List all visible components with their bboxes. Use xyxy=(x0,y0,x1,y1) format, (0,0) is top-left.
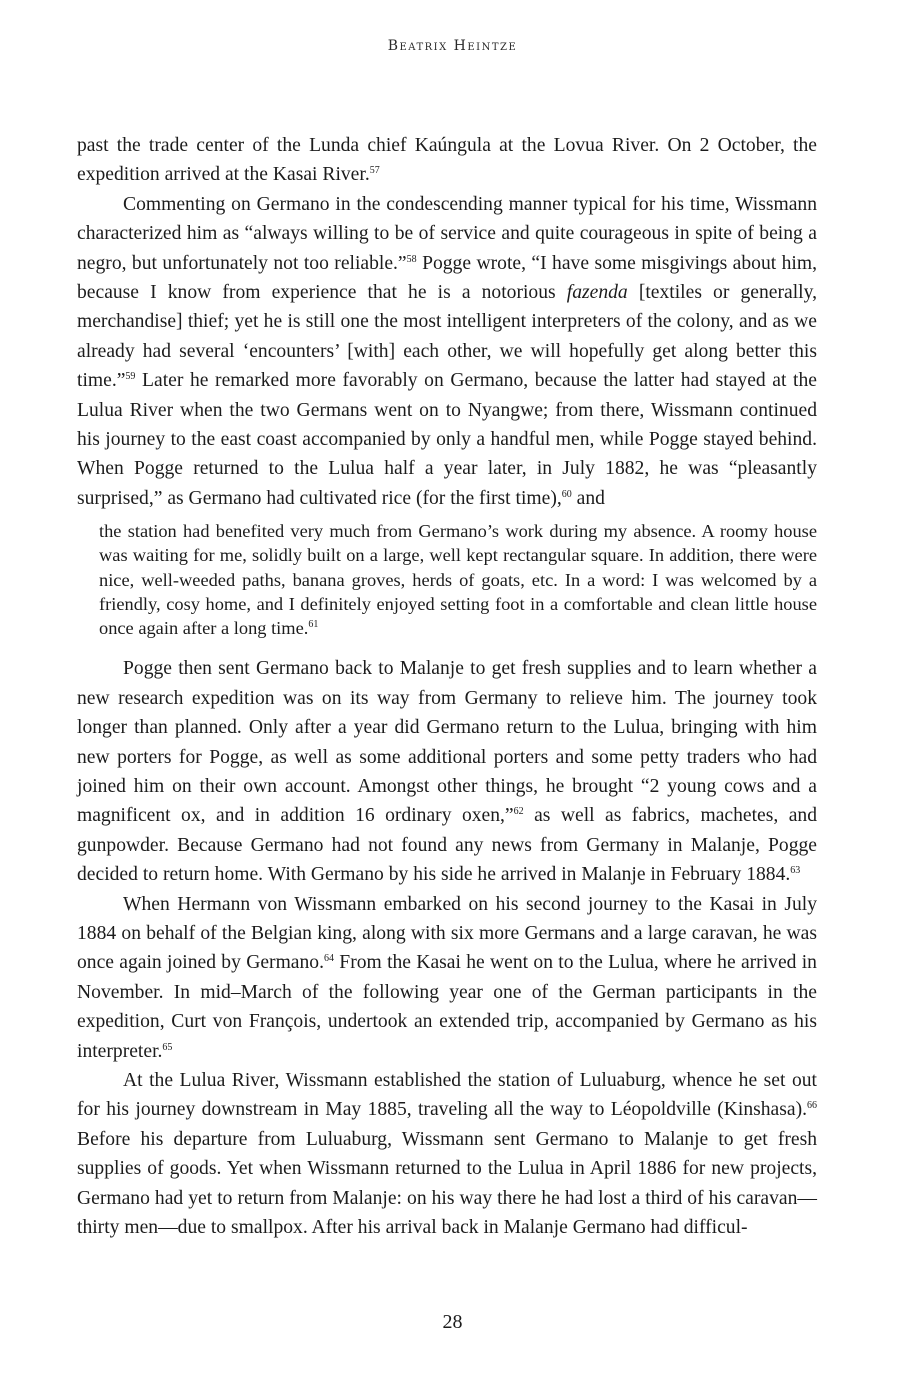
footnote-ref: 60 xyxy=(561,488,572,500)
footnote-ref: 66 xyxy=(807,1100,817,1112)
footnote-ref: 57 xyxy=(369,165,380,177)
footnote-ref: 61 xyxy=(308,619,319,631)
text-run: Pogge wrote, “I have some misgivings about him, because I know from experience that he is a notorious xyxy=(77,252,818,304)
footnote-ref: 64 xyxy=(324,953,334,965)
text-run: as well as fabrics, machetes, and gunpowder. Because Germano had not found any news from Germany in Malanje, Pogge decided to return home. With Germano by his side he arrived in Malanje in February 1884. xyxy=(77,805,817,886)
footnote-ref: 58 xyxy=(406,253,417,265)
text-run: the station had benefited very much from Germano’s work during my absence. A roomy house was waiting for me, solidly built on a large, well kept rectangular square. In addition, there were nice, well-weeded paths, banana groves, herds of goats, etc. In a word: I was welcomed by a friendly, cosy home, and I definitely enjoyed setting foot in a comfortable and clean little house once again after a long time. xyxy=(99,521,817,639)
text-run: When Hermann von Wissmann embarked on his second journey to the Kasai in July 1884 on behalf of the Belgian king, along with six more Germans and a large caravan, he was once again joined by Germano. xyxy=(77,893,817,974)
body-paragraph xyxy=(77,890,817,1066)
footnote-ref: 62 xyxy=(513,806,524,818)
running-head: Beatrix Heintze xyxy=(387,38,518,54)
text-run: past the trade center of the Lunda chief Kaúngula at the Lovua River. On 2 October, the expedition arrived at the Kasai River. xyxy=(77,135,817,186)
body-paragraph xyxy=(77,654,817,889)
body-paragraph xyxy=(77,190,817,513)
text-run: [textiles or generally, merchandise] thief; yet he is still one the most intelligent interpreters of the colony, and as we already had several ‘encounters’ [with] each other, we will hopefully get along better this time.” xyxy=(77,282,818,392)
footnote-ref: 59 xyxy=(125,371,136,383)
text-run: Pogge then sent Germano back to Malanje to get fresh supplies and to learn whether a new research expedition was on its way from Germany to relieve him. The journey took longer than planned. Only after a year did Germano return to the Lulua, bringing with him new porters for Pogge, as well as some additional porters and some petty traders who had joined him on their own account. Amongst other things, he brought “2 young cows and a magnificent ox, and in addition 16 ordinary oxen,” xyxy=(77,658,817,827)
block-quote xyxy=(99,519,817,640)
footnote-ref: 65 xyxy=(162,1041,173,1053)
footnote-ref: 63 xyxy=(790,865,801,877)
italic-term: fazenda xyxy=(566,282,628,304)
text-run: Commenting on Germano in the condescending manner typical for his time, Wissmann characterized him as “always willing to be of service and quite courageous in spite of being a negro, but unfortunately not too reliable.” xyxy=(77,193,817,274)
page-number: 28 xyxy=(442,1311,463,1333)
text-run: Before his departure from Luluaburg, Wissmann sent Germano to Malanje to get fresh supplies of goods. Yet when Wissmann returned to the Lulua in April 1886 for new projects, Germano had yet to return from Malanje: on his way there he had lost a third of his caravan—thirty men—due to smallpox. After his arrival back in Malanje Germano had difficul- xyxy=(77,1128,817,1239)
body-text xyxy=(77,131,817,1242)
body-paragraph-continuation xyxy=(77,131,817,190)
text-run: At the Lulua River, Wissmann established the station of Luluaburg, whence he set out for his journey downstream in May 1885, traveling all the way to Léopoldville (Kinshasa). xyxy=(77,1069,817,1121)
body-paragraph xyxy=(77,1066,817,1242)
text-run: From the Kasai he went on to the Lulua, where he arrived in November. In mid–March of the following year one of the German participants in the expedition, Curt von François, undertook an extended trip, accompanied by Germano as his interpreter. xyxy=(77,952,817,1062)
text-run: and xyxy=(571,487,605,509)
text-run: Later he remarked more favorably on Germano, because the latter had stayed at the Lulua River when the two Germans went on to Nyangwe; from there, Wissmann continued his journey to the east coast accompanied by only a handful men, while Pogge stayed behind. When Pogge returned to the Lulua half a year later, in July 1882, he was “pleasantly surprised,” as Germano had cultivated rice (for the first time), xyxy=(77,370,817,509)
